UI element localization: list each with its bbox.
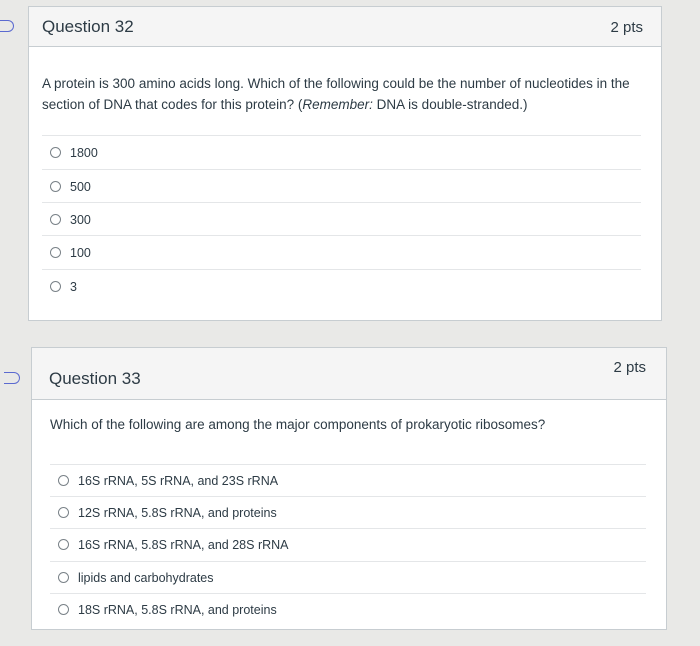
answer-label: 1800 (70, 145, 98, 160)
question-prompt: Which of the following are among the major components of prokaryotic ribosomes? (50, 417, 546, 432)
question-header (29, 7, 661, 47)
flag-question-icon[interactable] (4, 372, 20, 384)
question-points: 2 pts (613, 359, 646, 376)
radio-button[interactable] (58, 539, 69, 550)
prompt-main: A protein is 300 amino acids long. Which of the following could be the number of nucleotides in the section of DNA that codes for this protein? ( (42, 76, 630, 112)
radio-button[interactable] (58, 604, 69, 615)
question-prompt (42, 73, 642, 115)
question-card-33 (31, 347, 667, 630)
answer-label: 16S rRNA, 5.8S rRNA, and 28S rRNA (78, 537, 289, 552)
radio-button[interactable] (58, 572, 69, 583)
radio-button[interactable] (58, 475, 69, 486)
answer-label: 18S rRNA, 5.8S rRNA, and proteins (78, 602, 277, 617)
prompt-tail: DNA is double-stranded.) (372, 97, 528, 112)
radio-button[interactable] (50, 214, 61, 225)
answer-option[interactable] (50, 593, 646, 625)
answer-label: 300 (70, 212, 91, 227)
radio-button[interactable] (50, 181, 61, 192)
answer-label: 100 (70, 245, 91, 260)
answer-option[interactable] (50, 561, 646, 593)
answer-label: 16S rRNA, 5S rRNA, and 23S rRNA (78, 473, 279, 488)
radio-button[interactable] (50, 247, 61, 258)
question-title: Question 33 (49, 369, 141, 388)
flag-question-icon[interactable] (0, 20, 14, 32)
radio-button[interactable] (50, 281, 61, 292)
answer-label: 3 (70, 279, 77, 294)
answer-option[interactable] (50, 464, 646, 496)
radio-button[interactable] (50, 147, 61, 158)
question-points: 2 pts (610, 19, 643, 36)
question-card-32 (28, 6, 662, 321)
prompt-emphasis: Remember: (302, 97, 373, 112)
answer-label: 500 (70, 179, 91, 194)
question-title: Question 32 (42, 17, 134, 36)
answer-option[interactable] (50, 496, 646, 528)
answer-option[interactable] (42, 169, 641, 203)
answer-option[interactable] (42, 135, 641, 169)
answer-option[interactable] (42, 235, 641, 269)
radio-button[interactable] (58, 507, 69, 518)
answer-label: lipids and carbohydrates (78, 570, 214, 585)
answer-option[interactable] (50, 528, 646, 560)
answer-option[interactable] (42, 269, 641, 303)
question-header (32, 348, 666, 400)
answer-label: 12S rRNA, 5.8S rRNA, and proteins (78, 505, 277, 520)
answer-option[interactable] (42, 202, 641, 236)
